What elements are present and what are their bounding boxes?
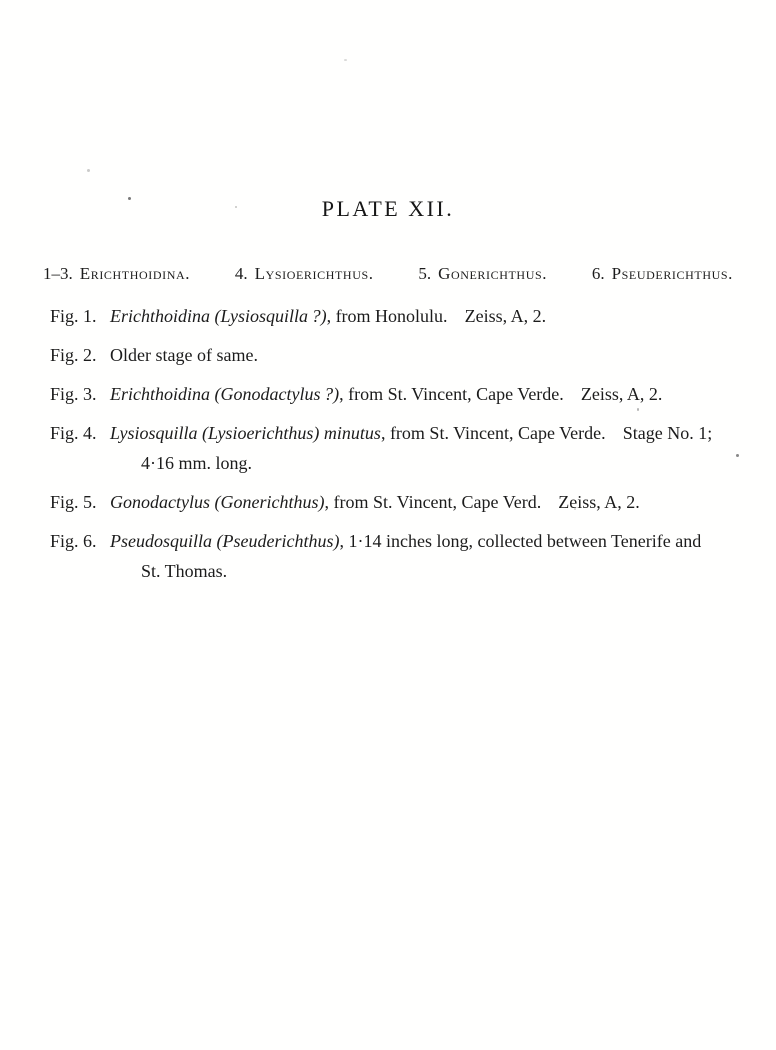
figure-label: Fig. 4. (50, 423, 97, 443)
caption-text: 4·16 mm. long. (141, 453, 252, 473)
figure-entry (50, 379, 756, 409)
figure-line (110, 556, 756, 586)
caption-text: , 1·14 inches long, collected between Tenerife and (339, 531, 702, 551)
figure-line (110, 340, 756, 370)
caption-text: Zeiss, A, 2. (580, 384, 663, 404)
taxon-name: Erichthoidina (Lysiosquilla ?) (110, 306, 327, 326)
index-entry (592, 264, 733, 284)
taxon-name: Erichthoidina (Gonodactylus ?) (110, 384, 340, 404)
index-entry (235, 264, 374, 284)
figure-text (110, 418, 756, 478)
figure-label: Fig. 6. (50, 531, 97, 551)
figure-line (110, 448, 756, 478)
figure-entry (50, 487, 756, 517)
figure-text (110, 526, 756, 586)
scan-speck (736, 454, 739, 457)
caption-text: , from St. Vincent, Cape Verde. (380, 423, 606, 443)
caption-text: , from St. Vincent, Cape Verde. (339, 384, 564, 404)
index-figure-number: 1–3. (43, 264, 73, 283)
scan-speck (87, 169, 90, 172)
caption-text: Zeiss, A, 2. (464, 306, 547, 326)
figure-label: Fig. 3. (50, 384, 97, 404)
caption-text: , from St. Vincent, Cape Verd. (324, 492, 542, 512)
figure-entry (50, 418, 756, 478)
figure-line (110, 379, 756, 409)
plate-title: PLATE XII. (321, 196, 455, 221)
index-taxon-name: Lysioerichthus. (254, 264, 374, 283)
scan-speck (574, 508, 576, 510)
index-figure-number: 4. (234, 264, 248, 283)
index-taxon-name: Erichthoidina. (79, 264, 191, 283)
figure-label: Fig. 5. (50, 492, 97, 512)
figure-text (110, 340, 756, 370)
figure-entry (50, 340, 756, 370)
scan-speck (235, 206, 237, 208)
caption-text: St. Thomas. (141, 561, 228, 581)
index-taxon-name: Pseuderichthus. (611, 264, 733, 283)
figure-text (110, 379, 756, 409)
scan-speck (344, 59, 347, 61)
caption-text: Zeiss, A, 2. (558, 492, 640, 512)
figure-label: Fig. 1. (50, 306, 97, 326)
index-taxon-name: Gonerichthus. (438, 264, 548, 283)
scan-speck (637, 408, 639, 411)
caption-text: , from Honolulu. (326, 306, 448, 326)
figure-text (110, 487, 756, 517)
figure-text (110, 301, 756, 331)
taxon-name: Lysiosquilla (Lysioerichthus) minutus (110, 423, 381, 443)
scan-speck (128, 197, 131, 200)
figure-list (0, 301, 776, 586)
index-entry (43, 264, 190, 284)
figure-index (43, 264, 733, 284)
index-figure-number: 5. (418, 264, 432, 283)
figure-line (110, 487, 756, 517)
figure-line (110, 526, 756, 556)
figure-entry (50, 526, 756, 586)
caption-text: Stage No. 1; (622, 423, 713, 443)
taxon-name: Gonodactylus (Gonerichthus) (110, 492, 325, 512)
caption-text: Older stage of same. (110, 345, 258, 365)
figure-entry (50, 301, 756, 331)
index-figure-number: 6. (591, 264, 605, 283)
figure-label: Fig. 2. (50, 345, 97, 365)
figure-line (110, 418, 756, 448)
figure-line (110, 301, 756, 331)
index-entry (418, 264, 547, 284)
taxon-name: Pseudosquilla (Pseuderichthus) (110, 531, 340, 551)
